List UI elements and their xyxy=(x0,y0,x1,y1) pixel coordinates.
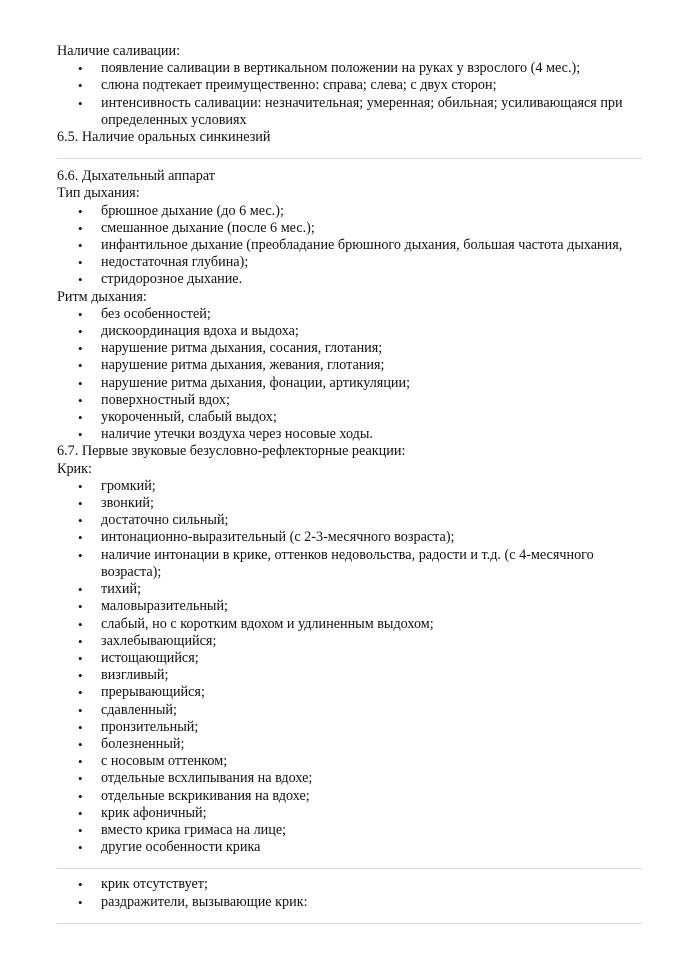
list-item: • визгливый; xyxy=(78,667,169,684)
list-item: • укороченный, слабый выдох; xyxy=(78,409,277,426)
bullet-icon: • xyxy=(78,736,83,752)
vocal-section-title: 6.7. Первые звуковые безусловно-рефлекторные реакции: xyxy=(57,443,406,460)
list-item: • вместо крика гримаса на лице; xyxy=(78,821,287,838)
bullet-icon: • xyxy=(78,685,83,701)
breathing-rhythm-heading: Ритм дыхания: xyxy=(57,288,147,305)
list-item: • маловыразительный; xyxy=(78,598,229,615)
breathing-rhythm-list xyxy=(57,306,642,444)
cry-heading: Крик: xyxy=(57,460,92,477)
list-item: • инфантильное дыхание (преобладание брюшного дыхания, большая частота дыхания, xyxy=(78,237,623,254)
bullet-icon: • xyxy=(78,478,83,494)
list-item: • дискоординация вдоха и выдоха; xyxy=(78,323,299,340)
bullet-icon: • xyxy=(78,358,83,374)
bullet-icon: • xyxy=(78,719,83,735)
list-item: • с носовым оттенком; xyxy=(78,753,228,770)
bullet-icon: • xyxy=(78,582,83,598)
list-item: • смешанное дыхание (после 6 мес.); xyxy=(78,219,315,236)
list-item: • недостаточная глубина); xyxy=(78,254,249,271)
bullet-icon: • xyxy=(78,530,83,546)
bullet-icon: • xyxy=(78,203,83,219)
section-divider xyxy=(57,158,642,159)
bullet-icon: • xyxy=(78,547,83,563)
bullet-icon: • xyxy=(78,822,83,838)
bullet-icon: • xyxy=(78,513,83,529)
list-item: • нарушение ритма дыхания, жевания, глотания; xyxy=(78,357,385,374)
bullet-icon: • xyxy=(78,61,83,77)
section-divider xyxy=(57,868,642,869)
bullet-icon: • xyxy=(78,272,83,288)
list-item: • отдельные всхлипывания на вдохе; xyxy=(78,770,313,787)
document-page xyxy=(57,43,642,924)
bullet-icon: • xyxy=(78,840,83,856)
list-item: • брюшное дыхание (до 6 мес.); xyxy=(78,202,284,219)
list-item: • громкий; xyxy=(78,477,156,494)
bullet-icon: • xyxy=(78,410,83,426)
list-item: • поверхностный вдох; xyxy=(78,391,230,408)
salivation-list xyxy=(57,60,642,129)
bullet-icon: • xyxy=(78,427,83,443)
bullet-icon: • xyxy=(78,220,83,236)
section-divider xyxy=(57,923,642,924)
bullet-icon: • xyxy=(78,324,83,340)
list-item: • захлебывающийся; xyxy=(78,632,217,649)
bullet-icon: • xyxy=(78,877,83,893)
cry-extra-list xyxy=(57,876,642,910)
list-item: • прерывающийся; xyxy=(78,684,205,701)
bullet-icon: • xyxy=(78,392,83,408)
list-item: • появление саливации в вертикальном положении на руках у взрослого (4 мес.); xyxy=(78,60,581,77)
bullet-icon: • xyxy=(78,306,83,322)
bullet-icon: • xyxy=(78,894,83,910)
list-item: • интенсивность саливации: незначительная; умеренная; обильная; усиливающаяся при определенных условиях xyxy=(78,94,623,128)
bullet-icon: • xyxy=(78,238,83,254)
list-item: • слюна подтекает преимущественно: справа; слева; с двух сторон; xyxy=(78,77,497,94)
bullet-icon: • xyxy=(78,633,83,649)
list-item: • без особенностей; xyxy=(78,305,211,322)
bullet-icon: • xyxy=(78,788,83,804)
list-item: • интонационно-выразительный (с 2-3-месячного возраста); xyxy=(78,529,455,546)
list-item: • болезненный; xyxy=(78,735,185,752)
bullet-icon: • xyxy=(78,668,83,684)
bullet-icon: • xyxy=(78,805,83,821)
list-item: • другие особенности крика xyxy=(78,839,261,856)
bullet-icon: • xyxy=(78,255,83,271)
salivation-heading: Наличие саливации: xyxy=(57,43,181,59)
synkinesis-heading: 6.5. Наличие оральных синкинезий xyxy=(57,129,271,146)
list-item: • достаточно сильный; xyxy=(78,512,229,529)
list-item: • отдельные вскрикивания на вдохе; xyxy=(78,787,310,804)
breathing-type-list xyxy=(57,203,642,289)
list-item: • крик афоничный; xyxy=(78,804,207,821)
list-item: • звонкий; xyxy=(78,495,154,512)
list-item: • крик отсутствует; xyxy=(78,876,208,893)
list-item: • нарушение ритма дыхания, сосания, глотания; xyxy=(78,340,383,357)
list-item: • нарушение ритма дыхания, фонации, артикуляции; xyxy=(78,374,411,391)
breathing-type-heading: Тип дыхания: xyxy=(57,185,140,202)
bullet-icon: • xyxy=(78,375,83,391)
bullet-icon: • xyxy=(78,754,83,770)
bullet-icon: • xyxy=(78,78,83,94)
list-item: • сдавленный; xyxy=(78,701,177,718)
bullet-icon: • xyxy=(78,650,83,666)
bullet-icon: • xyxy=(78,771,83,787)
list-item: • истощающийся; xyxy=(78,649,199,666)
list-item: • слабый, но с коротким вдохом и удлиненным выдохом; xyxy=(78,615,434,632)
list-item: • пронзительный; xyxy=(78,718,199,735)
breathing-section-title: 6.6. Дыхательный аппарат xyxy=(57,168,216,185)
list-item: • наличие утечки воздуха через носовые ходы. xyxy=(78,426,373,443)
bullet-icon: • xyxy=(78,616,83,632)
list-item: • наличие интонации в крике, оттенков недовольства, радости и т.д. (с 4-месячного возраста); xyxy=(78,546,594,580)
bullet-icon: • xyxy=(78,702,83,718)
list-item: • раздражители, вызывающие крик: xyxy=(78,893,308,910)
bullet-icon: • xyxy=(78,341,83,357)
bullet-icon: • xyxy=(78,599,83,615)
cry-list xyxy=(57,478,642,856)
bullet-icon: • xyxy=(78,95,83,111)
list-item: • тихий; xyxy=(78,581,142,598)
list-item: • стридорозное дыхание. xyxy=(78,271,243,288)
bullet-icon: • xyxy=(78,496,83,512)
